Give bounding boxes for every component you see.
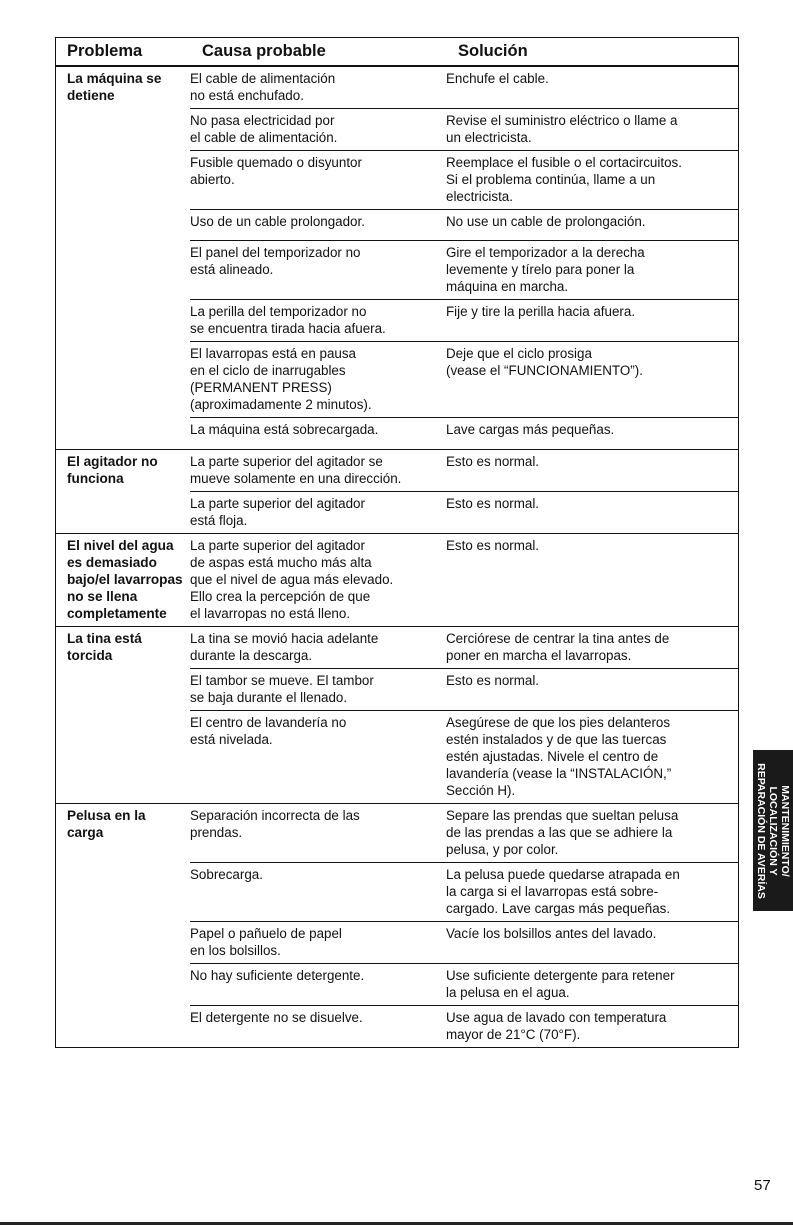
cause-solution-rows [190,534,738,626]
cause-cell: Papel o pañuelo de papel en los bolsillos. [190,926,342,958]
problem-label: Pelusa en la carga [67,808,146,840]
cause-solution-rows [190,804,738,1047]
solution-cell: Esto es normal. [446,538,540,553]
solution-cell: Esto es normal. [446,673,540,688]
problem-group [56,627,738,804]
cause-cell: Uso de un cable prolongador. [190,214,365,229]
cause-cell: La parte superior del agitador se mueve solamente en una dirección. [190,454,402,486]
cause-cell: El cable de alimentación no está enchufado. [190,71,336,103]
table-row [190,627,738,669]
header-cause: Causa probable [202,42,326,60]
table-row [190,450,738,492]
cause-cell: El panel del temporizador no está alineado. [190,245,361,277]
solution-cell: Fije y tire la perilla hacia afuera. [446,304,636,319]
solution-cell: La pelusa puede quedarse atrapada en la carga si el lavarropas está sobre- cargado. Lave cargas más pequeñas. [446,867,680,916]
table-header [56,38,738,67]
cause-cell: La perilla del temporizador no se encuentra tirada hacia afuera. [190,304,386,336]
solution-cell: Reemplace el fusible o el cortacircuitos. Si el problema continúa, llame a un electricista. [446,155,682,204]
cause-cell: El lavarropas está en pausa en el ciclo de inarrugables (PERMANENT PRESS) (aproximadamente 2 minutos). [190,346,372,412]
table-row [190,922,738,964]
solution-cell: Use suficiente detergente para retener la pelusa en el agua. [446,968,675,1000]
cause-cell: Sobrecarga. [190,867,263,882]
problem-label: El agitador no funciona [67,454,158,486]
solution-cell: Enchufe el cable. [446,71,549,86]
table-row [190,492,738,533]
problem-label: La máquina se detiene [67,71,162,103]
problem-label: El nivel del agua es demasiado bajo/el lavarropas no se llena completamente [67,538,183,621]
solution-cell: Esto es normal. [446,496,540,511]
page-number: 57 [754,1177,771,1194]
section-side-tab-label: MANTENIMIENTO/ LOCALIZACIÓN Y REPARACIÓN DE AVERÍAS [755,762,791,899]
solution-cell: Vacíe los bolsillos antes del lavado. [446,926,657,941]
cause-cell: El detergente no se disuelve. [190,1010,363,1025]
solution-cell: Revise el suministro eléctrico o llame a un electricista. [446,113,678,145]
problem-label: La tina está torcida [67,631,142,663]
solution-cell: Lave cargas más pequeñas. [446,422,615,437]
table-row [190,67,738,109]
table-row [190,342,738,418]
table-row [190,151,738,210]
cause-cell: La parte superior del agitador está floja. [190,496,365,528]
cause-cell: Fusible quemado o disyuntor abierto. [190,155,362,187]
cause-solution-rows [190,627,738,803]
solution-cell: Deje que el ciclo prosiga (vease el “FUNCIONAMIENTO”). [446,346,643,378]
table-row [190,964,738,1006]
problem-group [56,534,738,627]
section-side-tab [753,750,793,911]
problem-group [56,804,738,1047]
table-row [190,210,738,241]
table-row [190,109,738,151]
header-problem: Problema [67,42,143,60]
cause-cell: No pasa electricidad por el cable de alimentación. [190,113,338,145]
solution-cell: No use un cable de prolongación. [446,214,646,229]
problem-group [56,67,738,450]
cause-solution-rows [190,67,738,449]
table-row [190,300,738,342]
cause-cell: La máquina está sobrecargada. [190,422,379,437]
header-solution: Solución [458,42,528,60]
cause-cell: La parte superior del agitador de aspas está mucho más alta que el nivel de agua más elevado. Ello crea la percepción de que el lavarropas no está lleno. [190,538,394,621]
solution-cell: Asegúrese de que los pies delanteros estén instalados y de que las tuercas estén ajustadas. Nivele el centro de lavandería (vease la “INSTALACIÓN,” Sección H). [446,715,672,798]
problem-group [56,450,738,534]
table-row [190,804,738,863]
table-row [190,711,738,803]
cause-solution-rows [190,450,738,533]
cause-cell: La tina se movió hacia adelante durante la descarga. [190,631,379,663]
solution-cell: Gire el temporizador a la derecha levemente y tírelo para poner la máquina en marcha. [446,245,645,294]
table-row [190,534,738,626]
cause-cell: El tambor se mueve. El tambor se baja durante el llenado. [190,673,374,705]
table-row [190,863,738,922]
table-row [190,241,738,300]
troubleshooting-table [55,37,739,1048]
table-row [190,669,738,711]
table-row [190,1006,738,1047]
solution-cell: Separe las prendas que sueltan pelusa de las prendas a las que se adhiere la pelusa, y por color. [446,808,679,857]
cause-cell: El centro de lavandería no está nivelada. [190,715,347,747]
table-row [190,418,738,449]
cause-cell: Separación incorrecta de las prendas. [190,808,360,840]
table-body [56,67,738,1047]
solution-cell: Use agua de lavado con temperatura mayor de 21°C (70°F). [446,1010,667,1042]
cause-cell: No hay suficiente detergente. [190,968,365,983]
solution-cell: Esto es normal. [446,454,540,469]
solution-cell: Cerciórese de centrar la tina antes de poner en marcha el lavarropas. [446,631,670,663]
